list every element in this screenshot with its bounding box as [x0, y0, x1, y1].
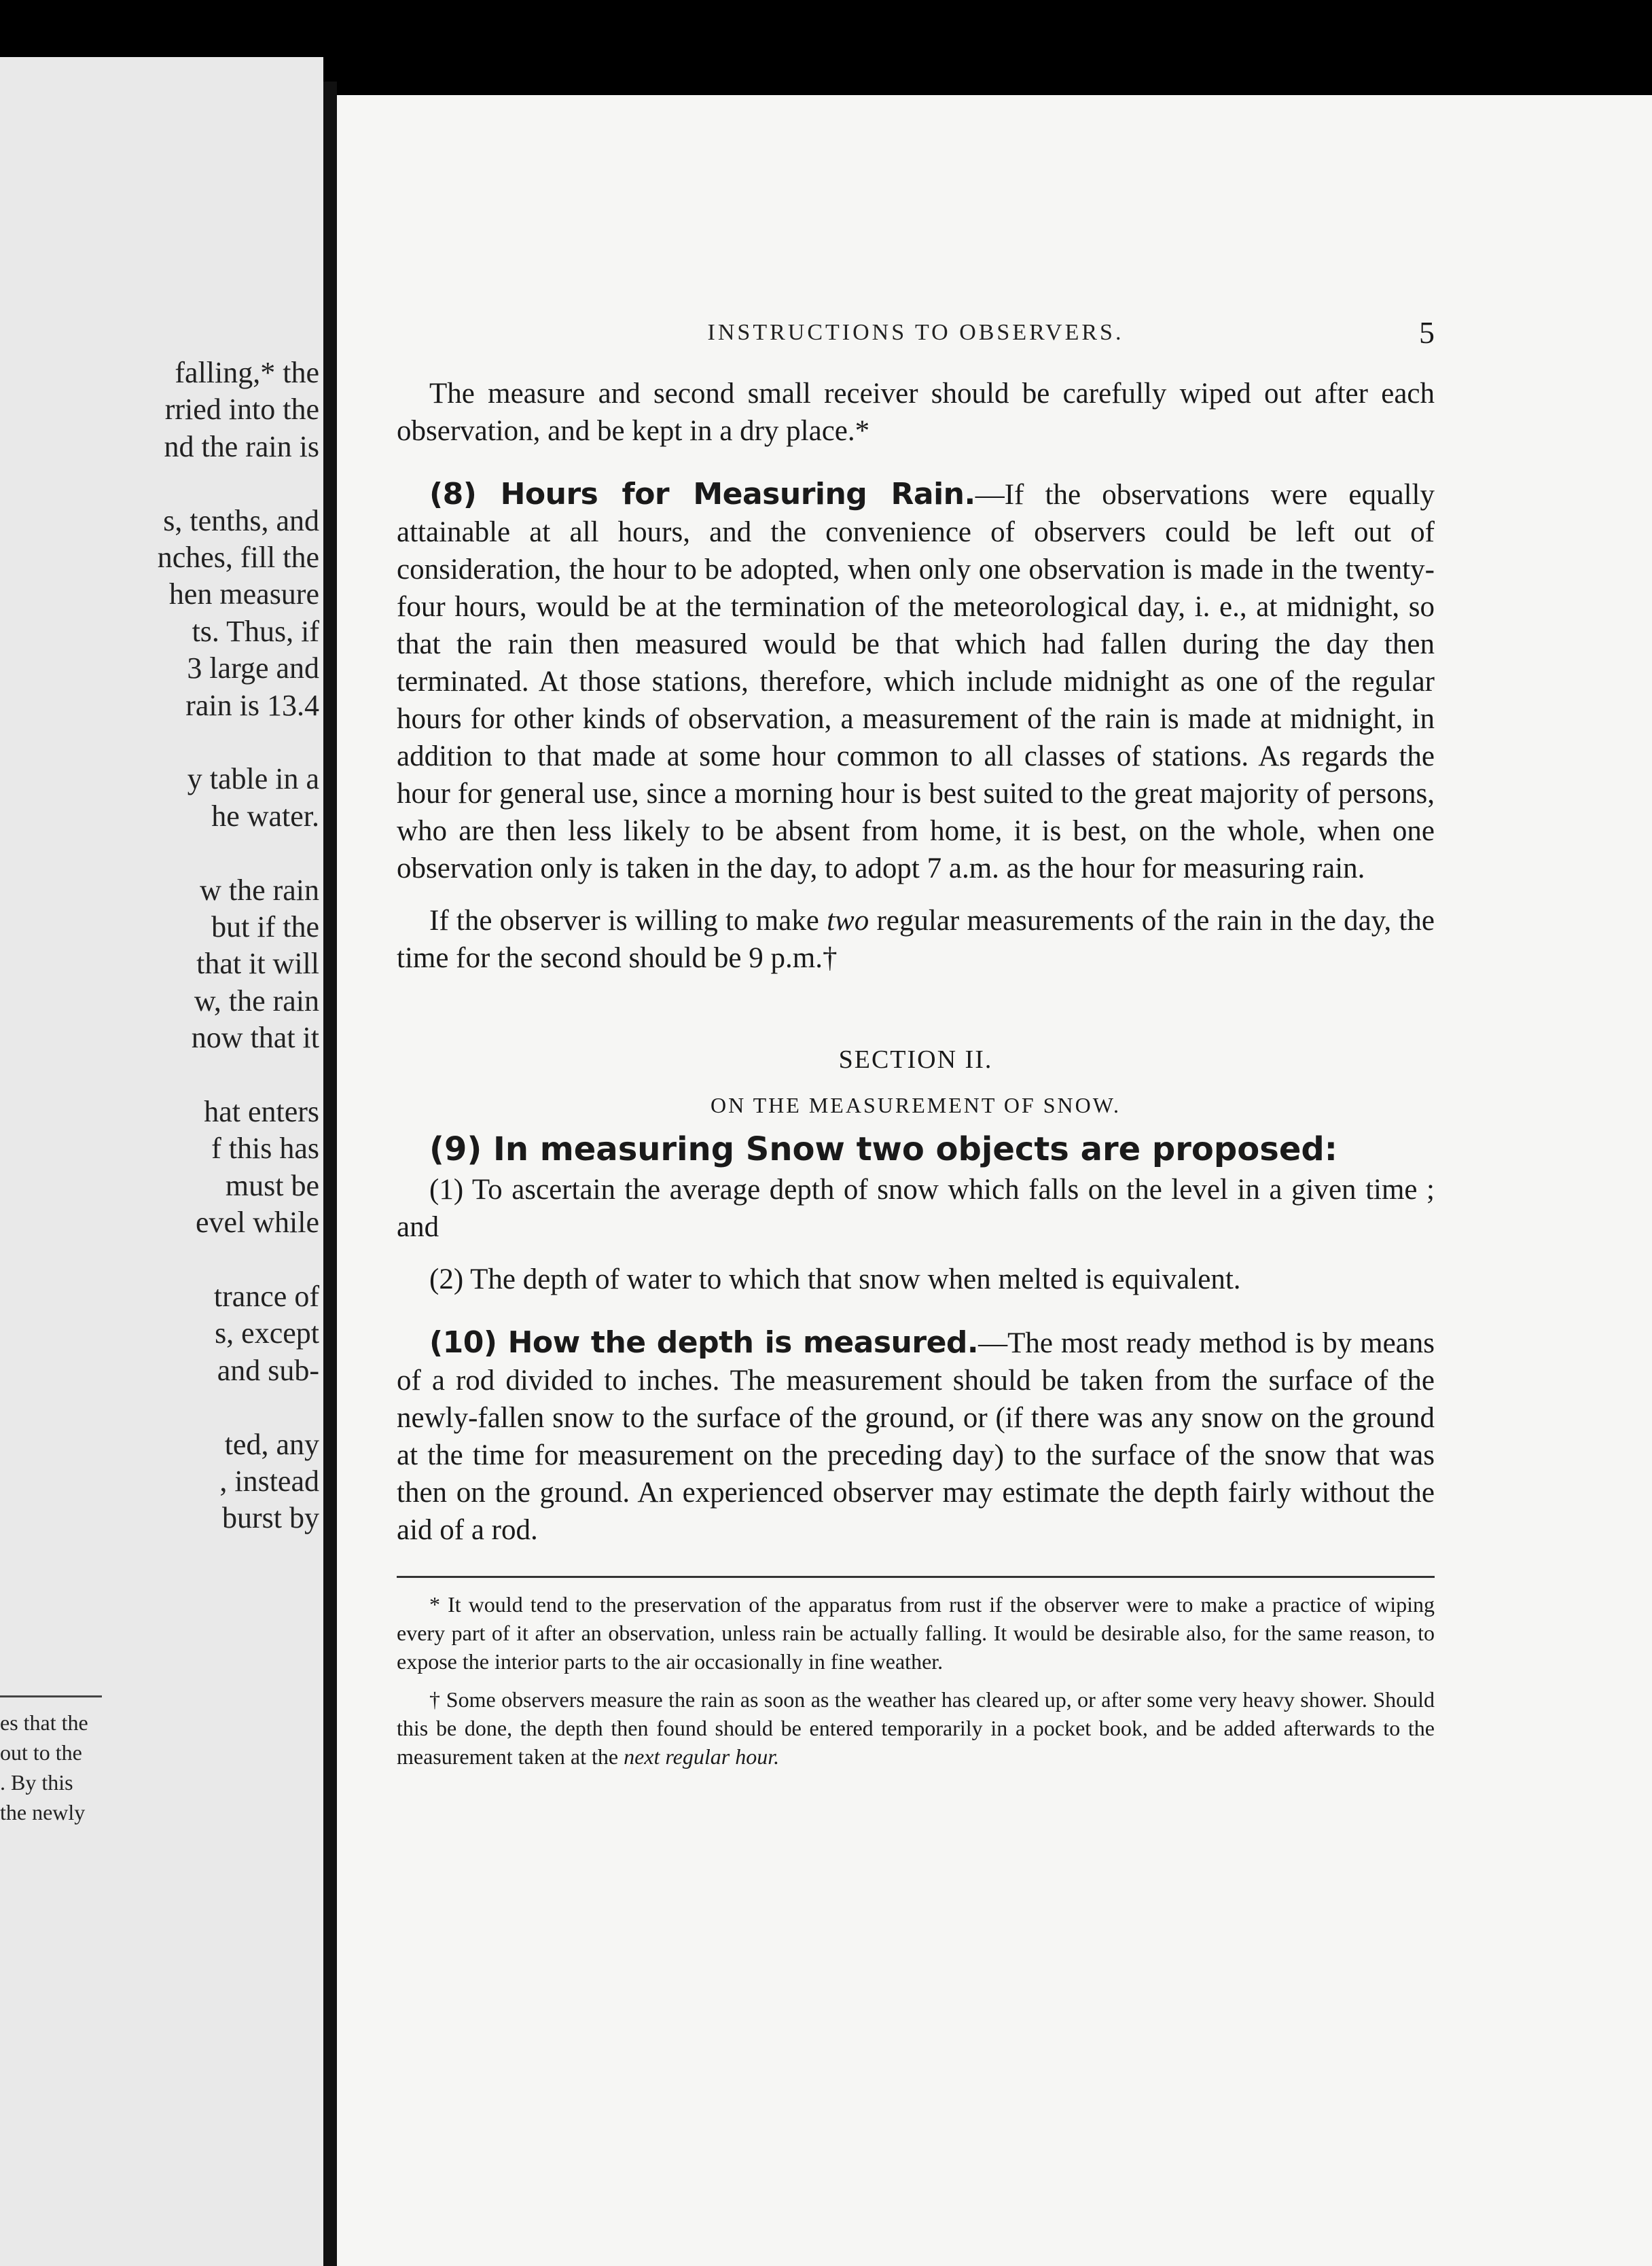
- left-page-line: but if the: [211, 910, 319, 943]
- left-page-line: that it will: [196, 947, 319, 981]
- paragraph-depth-body: —The most ready method is by means of a rod divided to inches. The measurement should be taken from the surface of the newly-fallen snow to the surface of the ground, or (if there was any snow on the ground at the time for measurement on the preceding day) to the surface of the snow that was then on the ground. An experienced observer may estimate the depth fairly without the aid of a rod.: [397, 1327, 1435, 1546]
- footnote-dagger-text: † Some observers measure the rain as soon as the weather has cleared up, or after some very heavy shower. Should this be done, the depth then found should be entered temporarily in a pocket book, and be added afterwards to the measurement taken at the: [397, 1687, 1435, 1769]
- left-page-line: ted, any: [224, 1427, 319, 1461]
- left-page-line: must be: [225, 1168, 319, 1202]
- footnote-dagger: [397, 1685, 1435, 1771]
- left-page-line: hat enters: [204, 1095, 319, 1128]
- footnote-dagger-emphasis: next regular hour.: [624, 1744, 780, 1769]
- page-header: [397, 312, 1435, 360]
- heading-how-depth-measured: (10) How the depth is measured.: [429, 1325, 979, 1360]
- page-number: 5: [1419, 315, 1435, 350]
- left-page-line: rried into the: [164, 393, 319, 427]
- left-facing-page: [0, 57, 323, 2266]
- left-page-line: s, tenths, and: [163, 503, 319, 537]
- footnotes: [397, 1576, 1435, 1771]
- left-page-line: s, except: [215, 1316, 319, 1350]
- running-head: INSTRUCTIONS TO OBSERVERS.: [707, 320, 1124, 345]
- left-page-footnote-line: out to the: [0, 1740, 82, 1765]
- heading-measuring-snow: (9) In measuring Snow two objects are proposed:: [429, 1130, 1337, 1168]
- paragraph-how-depth-measured: [397, 1324, 1435, 1549]
- left-page-line: and sub-: [217, 1353, 319, 1387]
- paragraph-two-measurements-after: regular measurements of the rain in the day, the time for the second should be 9 p.m.†: [397, 905, 1435, 974]
- book-page: [337, 95, 1652, 2266]
- footnote-asterisk: * It would tend to the preservation of the apparatus from rust if the observer were to make a practice of wiping every part of it after an observation, unless rain be actually falling. It would be desirable also, for the same reason, to expose the interior parts to the air occasionally in fine weather.: [397, 1592, 1435, 1674]
- paragraph-hours-body: —If the observations were equally attainable at all hours, and the convenience of observers could be left out of consideration, the hour to be adopted, when only one observation is made in the twenty-four hours, would be at the termination of the meteorological day, i. e., at midnight, so that the rain then measured would be that which had fallen during the day then terminated. At those stations, therefore, which include midnight as one of the regular hours for other kinds of observation, a measurement of the rain is made at midnight, in addition to that made at some hour common to all classes of stations. As regards the hour for general use, since a morning hour is best suited to the great majority of persons, who are then less likely to be absent from home, it is best, on the whole, when one observation only is taken in the day, to adopt 7 a.m. as the hour for measuring rain.: [397, 479, 1435, 884]
- book-gutter: [323, 82, 337, 2266]
- left-page-line: , instead: [219, 1464, 319, 1498]
- list-item-average-depth: (1) To ascertain the average depth of snow which falls on the level in a given time ; and: [397, 1174, 1435, 1243]
- list-item-water-depth: (2) The depth of water to which that snow when melted is equivalent.: [429, 1263, 1241, 1295]
- heading-hours-for-measuring-rain: (8) Hours for Measuring Rain.: [429, 477, 975, 511]
- left-page-line: hen measure: [168, 577, 319, 611]
- left-page-line: f this has: [211, 1132, 319, 1166]
- left-page-footnote-line: the newly: [0, 1800, 86, 1824]
- body-text: [397, 375, 1435, 1771]
- section-subtitle: ON THE MEASUREMENT OF SNOW.: [710, 1093, 1121, 1117]
- left-page-line: now that it: [191, 1021, 319, 1055]
- left-page-footnote-line: . By this: [0, 1770, 73, 1795]
- left-page-line: w, the rain: [194, 984, 319, 1018]
- left-page-line: trance of: [213, 1280, 319, 1313]
- emphasis-two: two: [827, 905, 869, 937]
- paragraph-two-measurements-before: If the observer is willing to make: [429, 905, 827, 937]
- left-page-line: w the rain: [200, 873, 319, 907]
- left-page-line: ts. Thus, if: [192, 614, 319, 648]
- left-page-footnote-line: es that the: [0, 1710, 88, 1735]
- left-page-line: 3 large and: [187, 651, 319, 685]
- left-page-line: burst by: [222, 1501, 319, 1535]
- paragraph-two-measurements: [397, 902, 1435, 977]
- left-page-line: rain is 13.4: [185, 688, 319, 722]
- left-page-line: nches, fill the: [157, 541, 319, 574]
- left-page-line: evel while: [195, 1206, 319, 1240]
- section-title: SECTION II.: [838, 1045, 993, 1074]
- left-page-line: falling,* the: [175, 356, 319, 389]
- left-page-line: nd the rain is: [164, 429, 319, 463]
- paragraph-hours-for-measuring-rain: [397, 475, 1435, 887]
- left-page-footnote-rule: [0, 1695, 102, 1697]
- left-page-line: he water.: [211, 799, 319, 833]
- left-page-line: y table in a: [187, 762, 319, 796]
- paragraph-wipe-receiver: The measure and second small receiver should be carefully wiped out after each observation, and be kept in a dry place.*: [397, 378, 1435, 447]
